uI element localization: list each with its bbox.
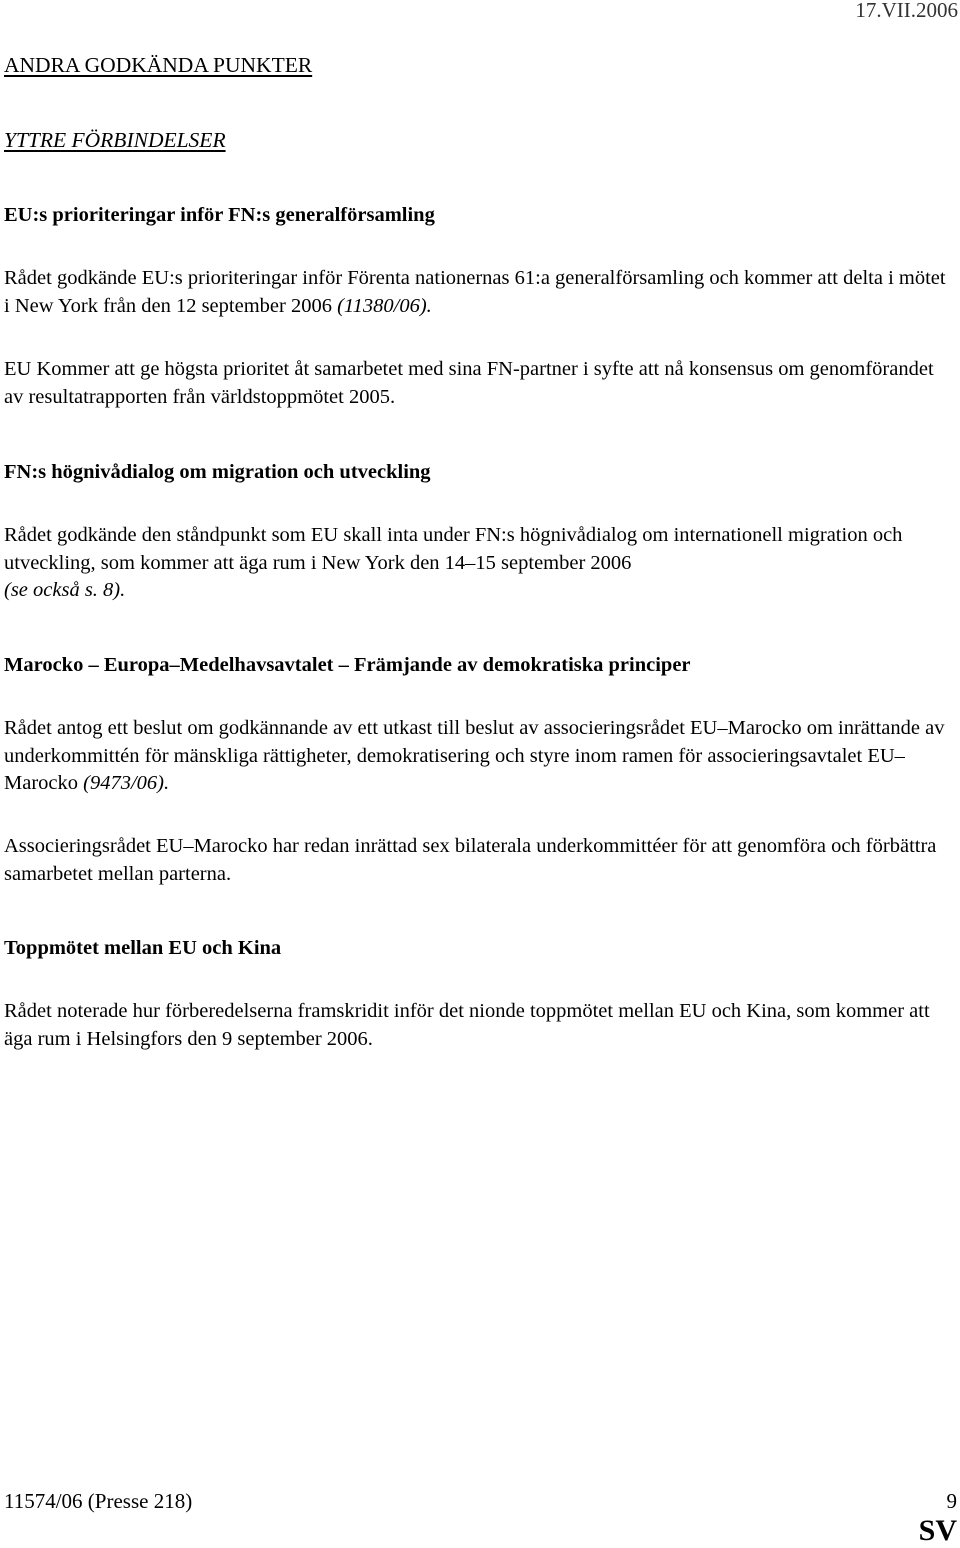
item-heading-morocco-agreement: Marocko – Europa–Medelhavsavtalet – Främjande av demokratiska principer — [4, 654, 691, 676]
paragraph: Rådet noterade hur förberedelserna framskridit inför det nionde toppmötet mellan EU och Kina, som kommer att äga rum i Helsingfors den 9 september 2006. — [4, 1000, 930, 1050]
section-title: YTTRE FÖRBINDELSER — [4, 128, 226, 152]
document-reference: (11380/06). — [337, 294, 432, 317]
document-date: 17.VII.2006 — [855, 0, 958, 22]
paragraph-text: Rådet godkände den ståndpunkt som EU skall inta under FN:s högnivådialog om internationell migration och utveckling, som kommer att äga rum i New York den 14–15 september 2006 — [4, 524, 903, 574]
paragraph — [4, 265, 954, 320]
paragraph: Associeringsrådet EU–Marocko har redan inrättad sex bilaterala underkommittéer för att genomföra och förbättra samarbetet mellan parterna. — [4, 835, 937, 885]
footer-language-code: SV — [918, 1514, 957, 1547]
paragraph-text: Rådet antog ett beslut om godkännande av ett utkast till beslut av associeringsrådet EU–Marocko om inrättande av underkommittén för mänskliga rättigheter, demokratisering och styre inom ramen för associeringsavtalet EU–Marocko — [4, 717, 945, 794]
document-reference: (9473/06). — [83, 772, 170, 794]
item-heading-un-general-assembly: EU:s prioriteringar inför FN:s generalförsamling — [4, 204, 435, 226]
paragraph: EU Kommer att ge högsta prioritet åt samarbetet med sina FN-partner i syfte att nå konsensus om genomförandet av resultatrapporten från världstoppmötet 2005. — [4, 358, 934, 408]
footer-page-number: 9 — [946, 1489, 957, 1513]
document-reference: (se också s. 8). — [4, 579, 126, 601]
item-heading-migration-dialogue: FN:s högnivådialog om migration och utveckling — [4, 461, 431, 483]
paragraph — [4, 715, 954, 798]
paragraph — [4, 522, 954, 605]
item-heading-eu-china-summit: Toppmötet mellan EU och Kina — [4, 937, 282, 959]
document-title: ANDRA GODKÄNDA PUNKTER — [4, 53, 313, 77]
footer-press-reference: 11574/06 (Presse 218) — [4, 1489, 193, 1513]
paragraph-text: Rådet godkände EU:s prioriteringar inför Förenta nationernas 61:a generalförsamling och kommer att delta i mötet i New York från den 12 september 2006 — [4, 267, 946, 317]
